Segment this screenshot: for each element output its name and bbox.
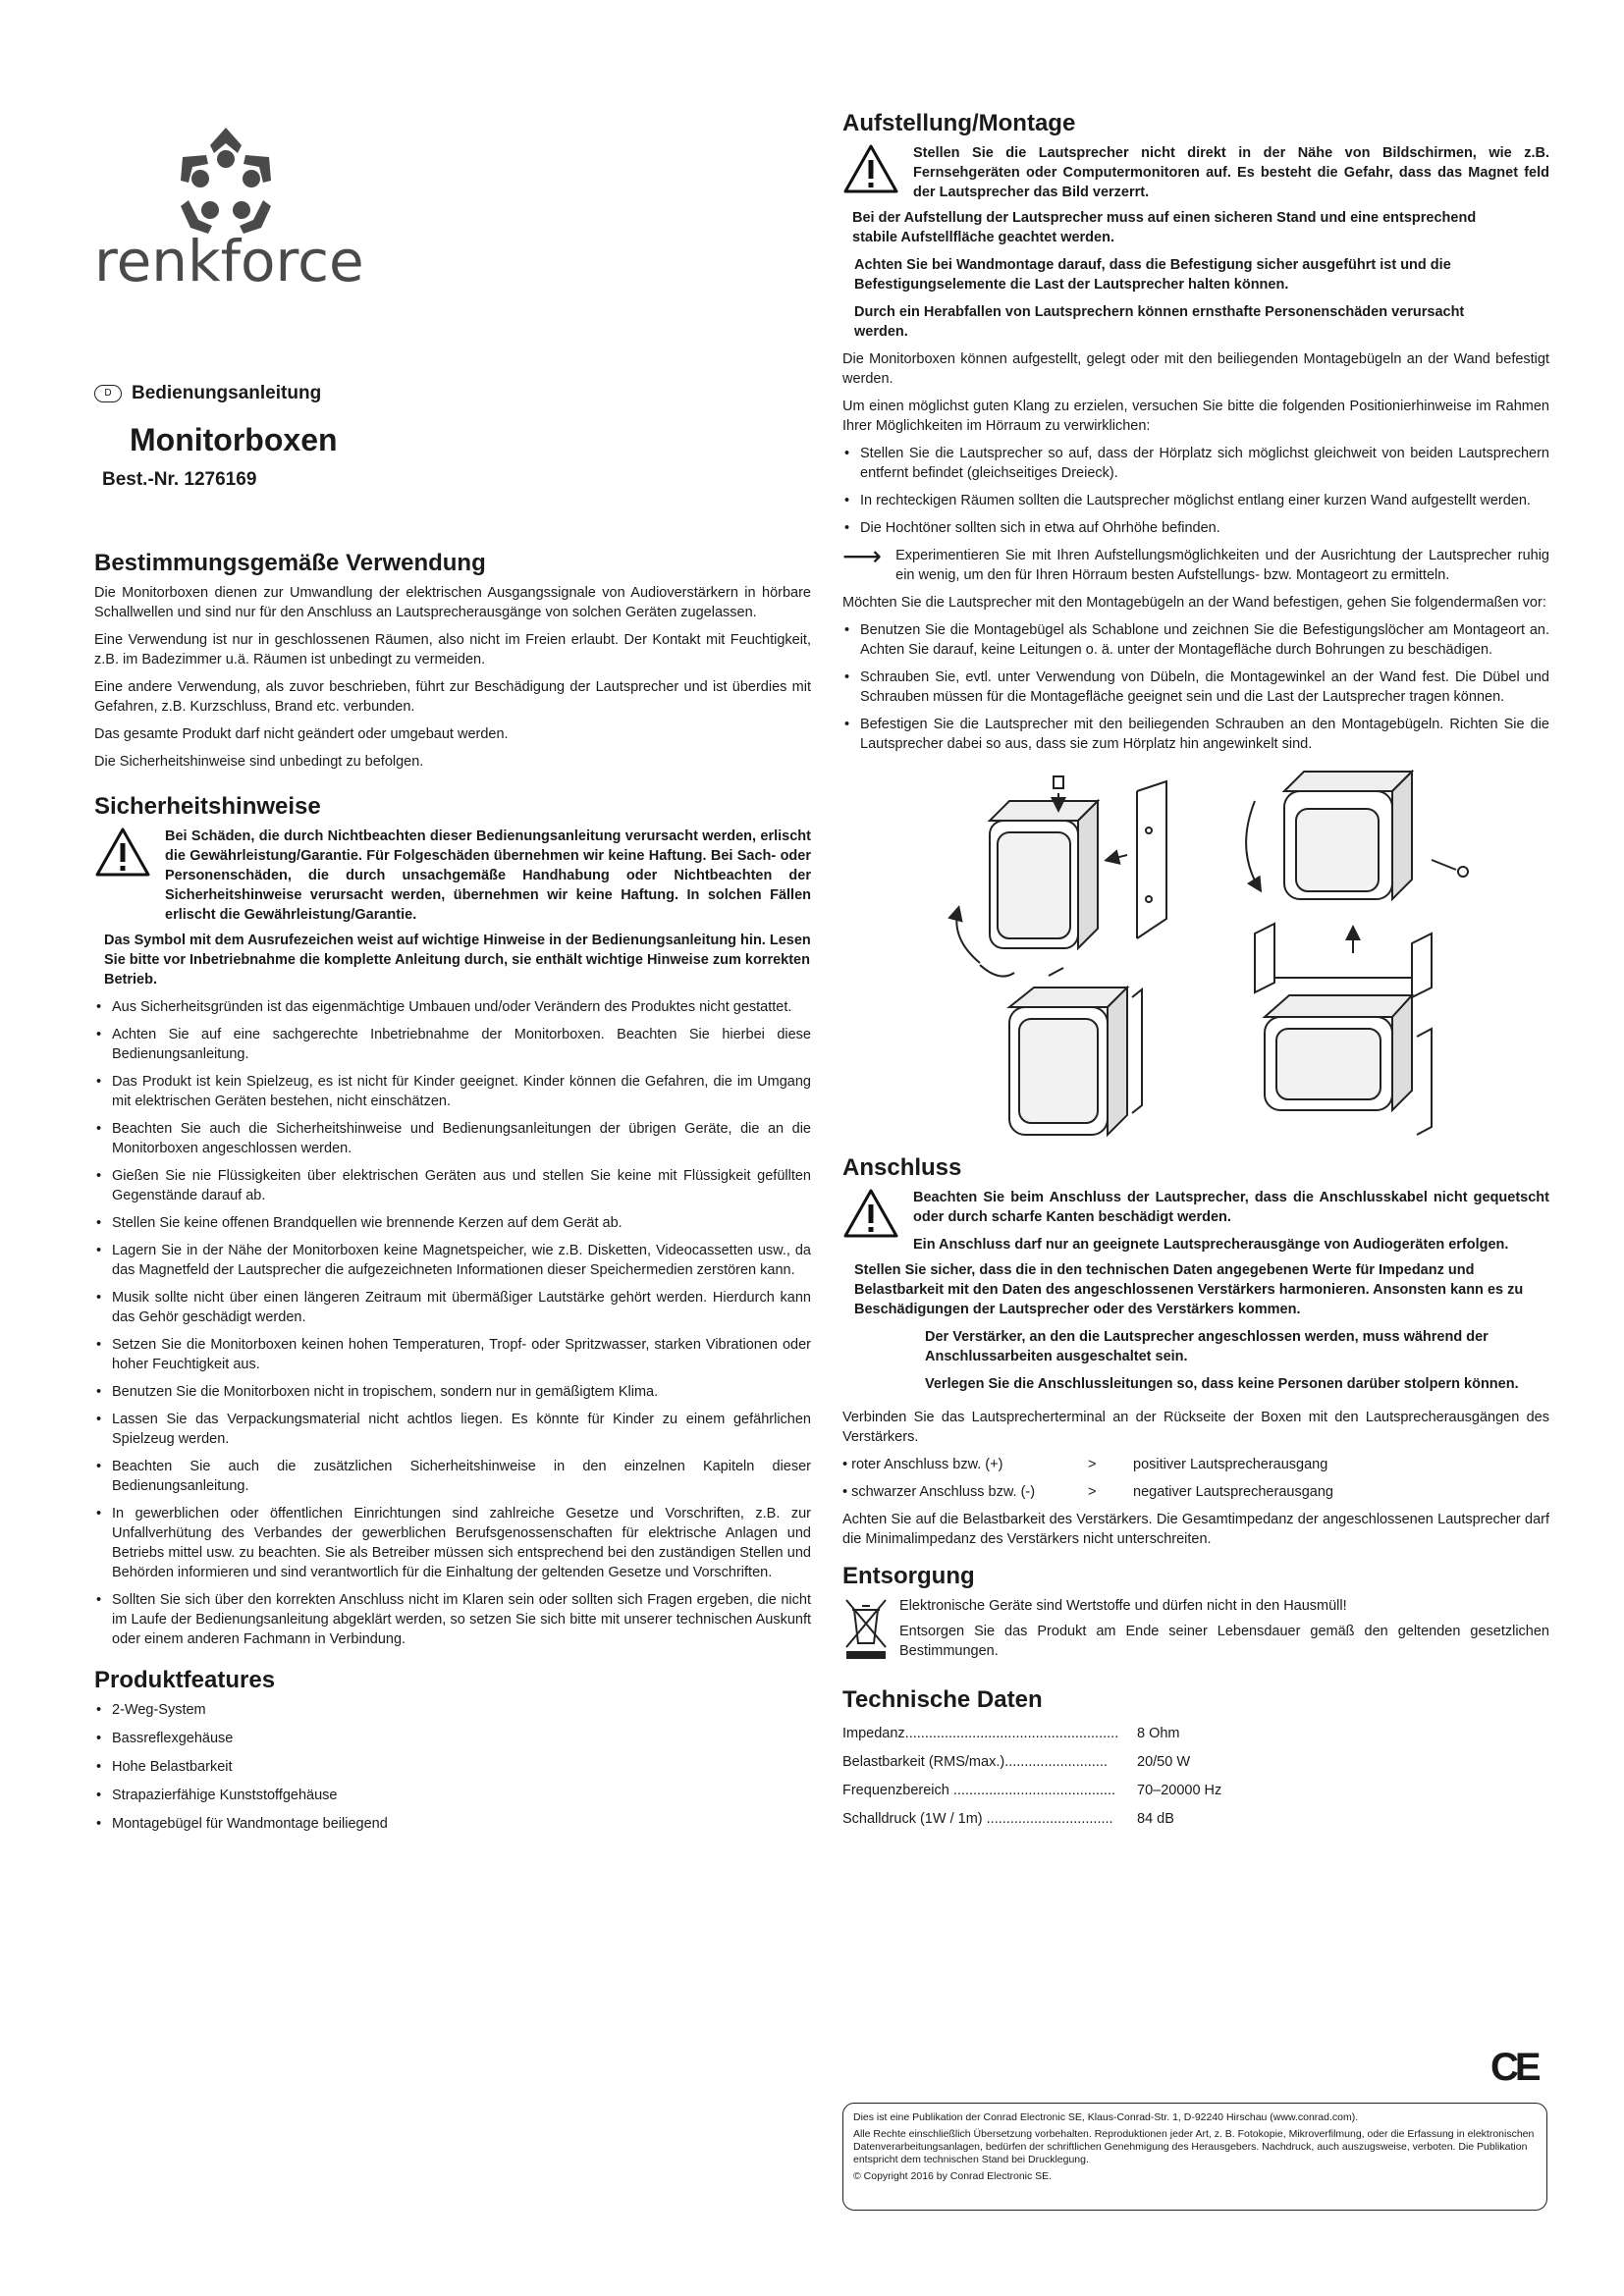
specs-value: 20/50 W [1137,1754,1190,1770]
list-item: • Gießen Sie nie Flüssigkeiten über elektrischen Geräten aus und stellen Sie keine mit Flüssigkeit gefüllten Gegenstände darauf ab. [94,1166,811,1205]
disposal-title: Entsorgung [842,1563,975,1589]
brand-name: renkforce [94,228,364,294]
disposal-text: Elektronische Geräte sind Wertstoffe und dürfen nicht in den Hausmüll! [899,1598,1347,1614]
list-item: • Das Produkt ist kein Spielzeug, es ist nicht für Kinder geeignet. Kinder können die Gefahren, die im Umgang mit elektrischen Geräten bestehen, nicht einschätzen. [94,1072,811,1111]
manual-header [94,383,321,404]
connection-terminal: • schwarzer Anschluss bzw. (-) [842,1484,1036,1500]
crossed-bin-icon [842,1596,890,1661]
list-item: • Strapazierfähige Kunststoffgehäuse [94,1786,811,1805]
connection-outro: Achten Sie auf die Belastbarkeit des Verstärkers. Die Gesamtimpedanz der angeschlossenen Lautsprecher darf die Minimalimpedanz des Verstärkers nicht unterschreiten. [842,1512,1549,1547]
mounting-note: Durch ein Herabfallen von Lautsprechern können ernsthafte Personenschäden verursacht werden. [854,304,1465,340]
connection-warning [842,1188,1549,1255]
specs-key: Belastbarkeit (RMS/max.).......................... [842,1754,1108,1770]
publisher-footer [842,2103,1547,2211]
left-column [94,550,811,1842]
safety-warning-text: Bei Schäden, die durch Nichtbeachten dieser Bedienungsanleitung verursacht werden, erlischt die Gewährleistung/Garantie. Für Folgeschäden übernehmen wir keine Haftung. Bei Sach- oder Personenschäden, die durch unsachgemäße Handhabung oder Nichtbeachten der Sicherheitshinweise verursacht werden, übernehmen wir keine Haftung. In solchen Fällen erlischt die Gewährleistung/Garantie. [165,828,811,923]
manual-label: Bedienungsanleitung [132,383,322,403]
mounting-paragraph: Um einen möglichst guten Klang zu erzielen, versuchen Sie bitte die folgenden Positionierhinweise im Rahmen Ihrer Möglichkeiten im Hörraum zu verwirklichen: [842,399,1549,434]
list-item: • 2-Weg-System [94,1700,811,1720]
warning-icon [94,827,151,878]
list-item: • In rechteckigen Räumen sollten die Lautsprecher möglichst entlang einer kurzen Wand aufgestellt werden. [842,491,1549,510]
list-item: • In gewerblichen oder öffentlichen Einrichtungen sind zahlreiche Gesetze und Vorschriften, z.B. zur Unfallverhütung des Verbandes der gewerblichen Berufsgenossenschaften für elektrische Anlagen und Betriebs mittel usw. zu beachten. Sie als Betreiber müssen sich entsprechend bei den zuständigen Stellen und Behörden informieren und sind verantwortlich für die Einhaltung der geltenden Gesetze und Vorschriften. [94,1504,811,1582]
mounting-tip-text: Experimentieren Sie mit Ihren Aufstellungsmöglichkeiten und der Ausrichtung der Lautsprecher ruhig ein wenig, um den für Ihren Hörraum besten Aufstellungs- bzw. Montageort zu ermitteln. [895,548,1549,583]
mounting-list [842,444,1549,538]
safety-title: Sicherheitshinweise [94,793,321,820]
connection-output: positiver Lautsprecherausgang [1133,1457,1328,1472]
list-item: • Benutzen Sie die Montagebügel als Schablone und zeichnen Sie die Befestigungslöcher am Montageort an. Achten Sie darauf, keine Leitungen o. ä. unter der Montagefläche durch Bohrungen zu beschädigen. [842,620,1549,660]
specs-value: 70–20000 Hz [1137,1783,1222,1798]
mounting-illustration [842,762,1549,1145]
safety-warning [94,827,811,925]
right-column [842,110,1549,1834]
specs-row [842,1777,1549,1805]
connection-title: Anschluss [842,1154,962,1181]
connection-note: Der Verstärker, an den die Lautsprecher angeschlossen werden, muss während der Anschlussarbeiten ausgeschaltet sein. [925,1329,1489,1364]
connection-arrow: > [1088,1484,1097,1500]
list-item: • Beachten Sie auch die Sicherheitshinweise und Bedienungsanleitungen der übrigen Geräte, die an die Monitorboxen angeschlossen werden. [94,1119,811,1158]
list-item: • Bassreflexgehäuse [94,1729,811,1748]
mounting-paragraph: Die Monitorboxen können aufgestellt, gelegt oder mit den beiliegenden Montagebügeln an der Wand befestigt werden. [842,351,1549,387]
specs-key: Impedanz...................................................... [842,1726,1119,1741]
arrow-right-icon: ⟶ [842,541,883,571]
list-item: • Montagebügel für Wandmontage beiliegend [94,1814,811,1834]
mounting-warning [842,143,1549,202]
features-list [94,1700,811,1834]
disposal-block [842,1596,1549,1669]
list-item: • Aus Sicherheitsgründen ist das eigenmächtige Umbauen und/oder Verändern des Produktes nicht gestattet. [94,997,811,1017]
usage-paragraph: Das gesamte Produkt darf nicht geändert oder umgebaut werden. [94,726,509,742]
safety-list [94,997,811,1649]
usage-paragraph: Eine andere Verwendung, als zuvor beschrieben, führt zur Beschädigung der Lautsprecher und ist überdies mit Gefahren, z.B. Kurzschluss, Brand etc. verbunden. [94,679,811,715]
specs-value: 84 dB [1137,1811,1174,1827]
mounting-tip [842,541,1549,585]
usage-paragraph: Die Monitorboxen dienen zur Umwandlung der elektrischen Ausgangssignale von Audioverstärkern in hörbare Schallwellen und sind nur für den Anschluss an Lautsprecherausgänge von solchen Geräten zugelassen. [94,585,811,620]
warning-icon [842,1188,899,1239]
language-badge: D [94,385,122,402]
disposal-text: Entsorgen Sie das Produkt am Ende seiner Lebensdauer gemäß den geltenden gesetzlichen Bestimmungen. [899,1624,1549,1659]
specs-table [842,1720,1549,1834]
specs-title: Technische Daten [842,1686,1043,1713]
connection-note: Stellen Sie sicher, dass die in den technischen Daten angegebenen Werte für Impedanz und Belastbarkeit mit den Daten des angeschlossenen Verstärkers harmonieren. Ansonsten kann es zu Beschädigungen der Lautsprecher oder des Verstärkers kommen. [854,1262,1524,1317]
order-number: Best.-Nr. 1276169 [102,469,257,490]
specs-row [842,1720,1549,1748]
specs-row [842,1805,1549,1834]
footer-rights: Alle Rechte einschließlich Übersetzung vorbehalten. Reproduktionen jeder Art, z. B. Fotokopie, Mikroverfilmung, oder die Erfassung in elektronischen Datenverarbeitungsanlagen, bedürfen der schriftlichen Genehmigung des Herausgebers. Nachdruck, auch auszugsweise, verboten. Die Publikation entspricht dem technischen Stand bei Drucklegung. [853,2128,1535,2165]
connection-arrow: > [1088,1457,1097,1472]
list-item: • Sollten Sie sich über den korrekten Anschluss nicht im Klaren sein oder sollten sich Fragen ergeben, die nicht im Laufe der Bedienungsanleitung abgeklärt werden, so setzen Sie sich bitte mit unserer technischen Auskunft oder einem anderen Fachmann in Verbindung. [94,1590,811,1649]
list-item: • Musik sollte nicht über einen längeren Zeitraum mit übermäßiger Lautstärke gehört werden. Hierdurch kann das Gehör geschädigt werden. [94,1288,811,1327]
product-title: Monitorboxen [130,422,338,457]
usage-paragraph: Eine Verwendung ist nur in geschlossenen Räumen, also nicht im Freien erlaubt. Der Kontakt mit Feuchtigkeit, z.B. im Badezimmer u.ä. Räumen ist unbedingt zu vermeiden. [94,632,811,667]
list-item: • Lassen Sie das Verpackungsmaterial nicht achtlos liegen. Es könnte für Kinder zu einem gefährlichen Spielzeug werden. [94,1410,811,1449]
list-item: • Hohe Belastbarkeit [94,1757,811,1777]
wall-intro: Möchten Sie die Lautsprecher mit den Montagebügeln an der Wand befestigen, gehen Sie folgendermaßen vor: [842,595,1546,611]
usage-paragraph: Die Sicherheitshinweise sind unbedingt zu befolgen. [94,754,424,770]
connection-terminal: • roter Anschluss bzw. (+) [842,1457,1003,1472]
specs-value: 8 Ohm [1137,1726,1180,1741]
ce-mark: CE [1490,2046,1538,2089]
footer-publisher: Dies ist eine Publikation der Conrad Electronic SE, Klaus-Conrad-Str. 1, D-92240 Hirschau (www.conrad.com). [853,2111,1359,2123]
mounting-warning-text: Stellen Sie die Lautsprecher nicht direkt in der Nähe von Bildschirmen, wie z.B. Fernsehgeräten oder Computermonitoren auf. Es besteht die Gefahr, dass das Magnet feld der Lautsprecher das Bild verzerrt. [913,145,1549,200]
list-item: • Die Hochtöner sollten sich in etwa auf Ohrhöhe befinden. [842,518,1549,538]
list-item: • Lagern Sie in der Nähe der Monitorboxen keine Magnetspeicher, wie z.B. Disketten, Videocassetten usw., da das Magnetfeld der Lautsprecher die aufgezeichneten Informationen dieser Speichermedien zerstören kann. [94,1241,811,1280]
features-title: Produktfeatures [94,1667,276,1693]
connection-warning-text: Ein Anschluss darf nur an geeignete Lautsprecherausgänge von Audiogeräten erfolgen. [913,1237,1509,1253]
connection-intro: Verbinden Sie das Lautsprecherterminal an der Rückseite der Boxen mit den Lautsprecherausgängen des Verstärkers. [842,1410,1549,1445]
specs-row [842,1748,1549,1777]
connection-warning-text: Beachten Sie beim Anschluss der Lautsprecher, dass die Anschlusskabel nicht gequetscht oder durch scharfe Kanten beschädigt werden. [913,1190,1549,1225]
mounting-note: Achten Sie bei Wandmontage darauf, dass die Befestigung sicher ausgeführt ist und die Befestigungselemente die Last der Lautsprecher halten können. [854,257,1451,293]
list-item: • Benutzen Sie die Monitorboxen nicht in tropischem, sondern nur in gemäßigtem Klima. [94,1382,811,1402]
footer-copyright: © Copyright 2016 by Conrad Electronic SE. [853,2170,1053,2182]
list-item: • Befestigen Sie die Lautsprecher mit den beiliegenden Schrauben an den Montagebügeln. Richten Sie die Lautsprecher dabei so aus, dass sie zum Hörplatz hin angewinkelt sind. [842,715,1549,754]
list-item: • Beachten Sie auch die zusätzlichen Sicherheitshinweise in den einzelnen Kapiteln dieser Bedienungsanleitung. [94,1457,811,1496]
usage-title: Bestimmungsgemäße Verwendung [94,550,486,576]
warning-icon [842,143,899,194]
connection-row [842,1482,1549,1502]
specs-key: Frequenzbereich ......................................... [842,1783,1116,1798]
specs-key: Schalldruck (1W / 1m) ................................ [842,1811,1113,1827]
mounting-title: Aufstellung/Montage [842,110,1076,136]
list-item: • Stellen Sie die Lautsprecher so auf, dass der Hörplatz sich möglichst gleichweit von beiden Lautsprechern entfernt befindet (gleichseitiges Dreieck). [842,444,1549,483]
mounting-note: Bei der Aufstellung der Lautsprecher muss auf einen sicheren Stand und eine entsprechend stabile Aufstellfläche geachtet werden. [852,210,1477,245]
connection-note: Verlegen Sie die Anschlussleitungen so, dass keine Personen darüber stolpern können. [925,1376,1519,1392]
list-item: • Schrauben Sie, evtl. unter Verwendung von Dübeln, die Montagewinkel an der Wand fest. Die Dübel und Schrauben müssen für die Montagefläche geeignet sein und die Last der Lautsprecher tragen können. [842,667,1549,707]
list-item: • Setzen Sie die Monitorboxen keinen hohen Temperaturen, Tropf- oder Spritzwasser, starken Vibrationen oder hoher Feuchtigkeit aus. [94,1335,811,1374]
connection-output: negativer Lautsprecherausgang [1133,1484,1333,1500]
connection-row [842,1455,1549,1474]
mounting-diagram-icon [842,762,1549,1145]
list-item: • Achten Sie auf eine sachgerechte Inbetriebnahme der Monitorboxen. Beachten Sie hierbei diese Bedienungsanleitung. [94,1025,811,1064]
list-item: • Stellen Sie keine offenen Brandquellen wie brennende Kerzen auf dem Gerät ab. [94,1213,811,1233]
wall-list [842,620,1549,754]
safety-symbol-note: Das Symbol mit dem Ausrufezeichen weist auf wichtige Hinweise in der Bedienungsanleitung hin. Lesen Sie bitte vor Inbetriebnahme die komplette Anleitung durch, sie enthält wichtige Hinweise zum korrekten Betrieb. [104,933,811,988]
